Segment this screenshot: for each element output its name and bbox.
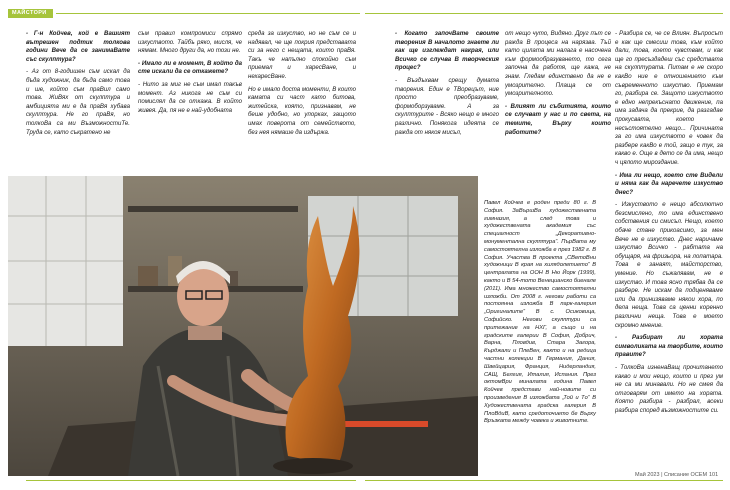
photo-caption: Павел Койчев е роден преди 80 г. В София. ЗаВършВа художествената гимназия, а след това и художествената академия със специалност „Декоративно-монументална скулптура“. ПърВата му самостоятелна изложба е през 1982 г. В София. Участва В проекта „СВетоВни художници В края на хилядолетието“ В централата на ООН В Ню Йорк (1999), както и В 54-тото Венецианско биенале (2011). Има множество самостоятелни изложби. От 2008 г. негови работи са постоянна изложба В парк-галерия „Оригиналите“ В с. Осиковица, Софийско. Негови скулптури са притежание на НХГ, а също и на градските галерии В София, Добрич, Варна, Пловдив, Стара Загора, Кърджали и ПлеВен, както и на редица частни колекции В Германия, Дания, Швейцария, Франция, Нидерландия, САЩ, Белгия, Италия, Испания. През октомВри миналата година Павел Койчев представи най-новите си произведения В изложбата „Той и Тo“ В Художествената градска галерия В ПлоВдиВ, като средоточието бе Върху Връзката между човека и живoтните. (484, 200, 596, 425)
section-label: МАЙСТОРИ (8, 9, 53, 18)
answer-3: - Въздъхвам срещу думата творения. Един е ТВорецът, ние просто преобразуваме, формоборзуваме. А за скулптурите - Всяко нещо е много различно. Понякога идеята се ражда от някоя мисъл, (395, 76, 499, 136)
answer-4: - Разбира се, че се Влиян. Въпросът е как ще смесиш това, към който дали, това, което чувствам, и как ще го пресъздадеш със средствата на скулптурата. Питам е не скоро какВо ние е отношението към съвременното изкуство. Приемам го, разбира се. Защото изкуството е едно непрекъснато движение, па има задача да прекрие, да разгадае прокусвата, което е несъстоятелно нещо... Причината за го има изкуството е човек да разбере какВо е той, защо е тук, за какво е. Още в дето се да има, нещо ч цялото мироздание. (615, 30, 723, 166)
text-column-2 (138, 30, 242, 170)
footer-rule-right (365, 480, 723, 481)
question-2: - Имало ли е момент, В който да сте искали да се откажете? (138, 59, 242, 76)
question-4: - Влияят ли събитията, които се случват у нас и по света, на темите, Върху които работите? (505, 102, 611, 136)
text-column-4 (395, 30, 499, 170)
question-6: - Разбират ли хората символиката на творбите, които правите? (615, 334, 723, 359)
question-3: - Когато започВате своите творения В началото знаете ли как ще изглеждат накрая, или Всичко се случва В творческия процес? (395, 30, 499, 72)
answer-2-cont: среда за изкуство, но не съм се и надявал, че ще покрия представата си за него с нещата, които праВя. Такъ че напълно спокойно съм приемал и харесВане, и нехаресВане. (248, 30, 356, 80)
answer-1: - Аз от 8-годишен съм искал да бъда художник, да бъда само това и ше, който съм праВил само това. ЖиВях от скулптура и амбицията ми е да праВя хубава скулптура. Не го праВя, но толкоВа са ми ВъзможностиТе. Труда се, като съкратено не (26, 68, 130, 136)
page-number-right: 101 (709, 472, 719, 478)
answer-2-cont-b: Но е имало доста моменти, В които камата си част като битова, житейска, която, признавам, не беше удобно, но упорках, защото имах поверота от семейството, без нея нямаше да издържа. (248, 85, 356, 136)
answer-6: - ТолкоВа изненаВащ прочитането какво и мои нещо, които и през ум не са ми минавали. Но не смея да отговарям от името на хората. Която разбира - разбрал, всеки разбира според възможностите си. (615, 363, 723, 414)
answer-2: - Нито за миг не съм имал такъв момент. Аз никога не съм си помислял да се откажа. В който живея. Да, пя не е най-удобната (138, 80, 242, 114)
text-column-6 (615, 30, 723, 462)
workshop-illustration (8, 176, 478, 476)
sculptor-photo (8, 176, 478, 476)
header-rule-right (365, 13, 723, 14)
answer-5: - Изкуството е нещо абсолютно безсмислено, то има единствено собствения си смисъл. Нещо, което обаче стане прикоасимо, за мен Вече не е изкуство. Днес наричаме изкуство Всичко - рабтата на обущаря, на фризьора, на лопатара. Това е занаят, майсторство, умение. Но съжалявам, не е изкуство. И това ясно трябва да се разбере. Не искам да подценяваме или да принизяваме някои хора, по дела неща. Това са ценни коренно различни неща. Това е моето скромно мнение. (615, 201, 723, 329)
header-rule (56, 13, 360, 14)
issue-label: Май 2023 | Списание ОСЕМ (635, 472, 708, 478)
footer-rule-left (26, 480, 356, 481)
question-1: - Г-н Койчев, кой е Вашият вътрешен подтик толкова години Вече да се занимаВате със скулптура? (26, 30, 130, 63)
text-column-5 (505, 30, 611, 170)
text-column-1 (26, 30, 130, 170)
text-column-3 (248, 30, 356, 170)
answer-3-cont: от нещо чуто, Видяно. Друг път се ражда В процеса на нарязва. Тъй като цилата ми налага е насочена към формообразуването, то сега започна да работя, ще кажа, не знам. Гледам единствено да не е умозрително. Плаща се от умозрителното. (505, 30, 611, 98)
answer-1-cont: съм правил компромиси спрямо изкуството. Тайбъ ряко, мисля, че нямам. Много други да, но този не. (138, 30, 242, 55)
question-5: - Има ли нещо, което сте Видели и няма как да наречете изкуство днес? (615, 171, 723, 196)
